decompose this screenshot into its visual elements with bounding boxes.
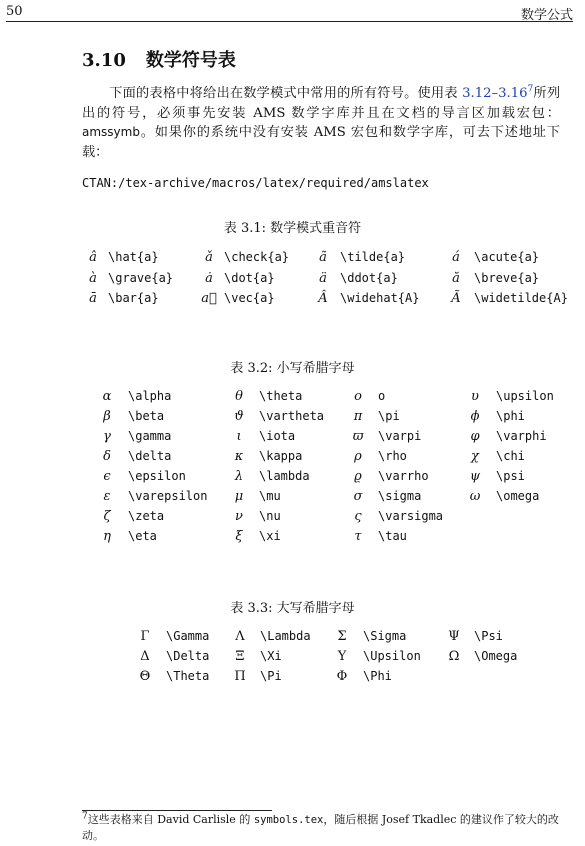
latex-command: \kappa xyxy=(259,449,303,463)
latex-command: o xyxy=(378,389,386,403)
latex-command: \acute{a} xyxy=(474,250,540,264)
latex-command: \Lambda xyxy=(260,629,311,643)
latex-command: \varrho xyxy=(378,469,429,483)
math-mode-term: 数学模式 xyxy=(243,86,297,101)
symbol-glyph: β xyxy=(103,409,111,424)
symbol-glyph: ν xyxy=(235,509,243,524)
symbol-glyph: ă xyxy=(452,270,460,286)
footnote-mark: 7 xyxy=(82,811,88,822)
section-heading xyxy=(82,46,236,72)
symbol-glyph: ϱ xyxy=(354,469,362,484)
symbol-glyph: α xyxy=(102,389,112,404)
table-row xyxy=(0,271,585,291)
table-caption: 表 3.1: 数学模式重音符 xyxy=(223,221,362,236)
latex-command: \vec{a} xyxy=(224,291,275,305)
symbol-glyph: ä xyxy=(319,270,327,286)
latex-command: \eta xyxy=(128,529,157,543)
latex-command: \Delta xyxy=(166,649,210,663)
table-row xyxy=(0,291,585,311)
latex-command: \tau xyxy=(378,529,407,543)
latex-command: \beta xyxy=(128,409,165,423)
table-row xyxy=(0,669,585,689)
latex-command: \Theta xyxy=(166,669,210,683)
latex-command: \pi xyxy=(378,409,400,423)
latex-command: \dot{a} xyxy=(224,270,275,285)
para-text-1: 下面的表格中将给出在 xyxy=(109,86,244,101)
symbol-glyph: Φ xyxy=(336,669,348,684)
table-row xyxy=(0,429,585,449)
table-caption: 表 3.3: 大写希腊字母 xyxy=(230,601,355,616)
symbol-glyph: ω xyxy=(469,489,481,504)
symbol-glyph: φ xyxy=(470,429,480,444)
latex-command: \widehat{A} xyxy=(340,291,420,305)
header-rule xyxy=(6,21,573,22)
symbol-glyph: ς xyxy=(354,509,362,524)
symbol-glyph: Λ xyxy=(235,629,245,644)
latex-command: \delta xyxy=(128,449,172,463)
para-text-3: 所列出的符号，必须事先安装 AMS 数学字库并且在文档的导言区加载宏包： xyxy=(82,86,561,121)
symbol-glyph: Δ xyxy=(140,649,150,664)
symbol-glyph: ϵ xyxy=(103,469,111,484)
symbol-glyph: o xyxy=(354,389,362,404)
para-text-2: 中常用的所有符号。使用表 xyxy=(296,86,463,101)
symbol-glyph: ā xyxy=(89,291,97,306)
chapter-title: 数学公式 xyxy=(520,8,573,23)
latex-command: \theta xyxy=(259,389,303,403)
table-row xyxy=(0,489,585,509)
latex-command: \alpha xyxy=(128,389,172,403)
symbol-glyph: ϖ xyxy=(352,429,364,444)
latex-command: \Upsilon xyxy=(363,649,421,663)
symbol-glyph: Ω xyxy=(448,649,460,664)
latex-command: \ddot{a} xyxy=(340,270,398,285)
latex-command: \chi xyxy=(496,449,525,463)
symbol-glyph: γ xyxy=(103,429,111,444)
latex-command: \check{a} xyxy=(224,250,290,264)
symbol-glyph: Σ xyxy=(337,629,347,644)
latex-command: \tilde{a} xyxy=(340,250,406,264)
symbol-glyph: κ xyxy=(234,449,244,464)
page-number: 50 xyxy=(6,4,23,19)
symbol-glyph: σ xyxy=(353,489,363,504)
latex-command: \varepsilon xyxy=(128,489,208,503)
latex-command: \varpi xyxy=(378,429,422,443)
symbol-glyph: λ xyxy=(234,469,244,484)
latex-command: \sigma xyxy=(378,489,422,503)
package-name: amssymb xyxy=(82,125,140,139)
symbol-glyph: a⃗ xyxy=(201,291,217,306)
latex-command: \phi xyxy=(496,409,525,423)
footnote-mark-link[interactable]: 7 xyxy=(527,84,534,95)
table-row xyxy=(0,529,585,549)
section-number: 3.10 xyxy=(82,50,126,71)
symbol-glyph: δ xyxy=(103,449,111,464)
latex-command: \zeta xyxy=(128,509,165,523)
footnote-text-1: 这些表格来自 David Carlisle 的 xyxy=(87,813,254,826)
latex-command: \Xi xyxy=(260,649,282,663)
latex-command: \Gamma xyxy=(166,629,210,643)
latex-command: \Pi xyxy=(260,669,282,683)
table-caption: 表 3.2: 小写希腊字母 xyxy=(230,361,355,376)
latex-command: \lambda xyxy=(259,469,310,483)
symbol-glyph: Υ xyxy=(337,649,347,664)
latex-command: \Omega xyxy=(474,649,518,663)
latex-command: \hat{a} xyxy=(108,250,159,264)
latex-command: \bar{a} xyxy=(108,291,159,305)
latex-command: \breve{a} xyxy=(474,270,540,285)
table-row xyxy=(0,469,585,489)
symbol-glyph: à xyxy=(89,270,97,286)
latex-command: \rho xyxy=(378,449,407,463)
symbol-glyph: ξ xyxy=(235,529,243,544)
table-row xyxy=(0,649,585,669)
symbol-glyph: ε xyxy=(103,489,111,504)
latex-command: \xi xyxy=(259,529,281,543)
table-row xyxy=(0,250,585,270)
symbol-glyph: ψ xyxy=(469,469,481,484)
symbol-glyph: Π xyxy=(234,669,246,684)
symbol-glyph: Ψ xyxy=(448,629,460,644)
symbol-glyph: Â xyxy=(318,291,328,306)
symbol-glyph: Θ xyxy=(139,669,151,684)
latex-command: \varphi xyxy=(496,429,547,443)
footnote xyxy=(82,812,560,844)
running-header xyxy=(6,4,573,23)
table-row xyxy=(0,629,585,649)
section-title: 数学符号表 xyxy=(145,50,236,71)
latex-command: \omega xyxy=(496,489,540,503)
symbol-glyph: υ xyxy=(471,389,479,404)
footnote-rule xyxy=(82,810,272,811)
latex-command: \nu xyxy=(259,509,281,523)
symbol-glyph: ϕ xyxy=(470,409,480,424)
table-row xyxy=(0,409,585,429)
symbol-glyph: á xyxy=(452,250,460,265)
symbol-glyph: μ xyxy=(234,489,244,504)
symbol-glyph: τ xyxy=(354,529,362,544)
symbol-glyph: â xyxy=(89,250,97,265)
intro-paragraph xyxy=(82,84,560,162)
symbol-glyph: ϑ xyxy=(234,409,244,424)
latex-command: \widetilde{A} xyxy=(474,291,568,305)
latex-command: \upsilon xyxy=(496,389,554,403)
symbol-glyph: χ xyxy=(471,449,479,464)
para-text-4: 。如果你的系统中没有安装 AMS 宏包和数学字库，可去下述地址下载： xyxy=(82,125,560,160)
latex-command: \varsigma xyxy=(378,509,444,523)
table-row xyxy=(0,509,585,529)
table-row xyxy=(0,389,585,409)
footnote-text-2: ，随后根据 Josef Tkadlec 的建议作了较大的改动。 xyxy=(82,813,559,842)
symbol-glyph: Γ xyxy=(140,629,150,644)
footnote-filename: symbols.tex xyxy=(253,814,324,826)
symbol-glyph: θ xyxy=(235,389,243,404)
symbol-glyph: ζ xyxy=(103,509,111,524)
symbol-glyph: Ã xyxy=(451,291,461,306)
symbol-glyph: ι xyxy=(236,429,242,444)
symbol-glyph: Ξ xyxy=(235,649,245,664)
latex-command: \grave{a} xyxy=(108,270,174,285)
symbol-glyph: ã xyxy=(319,250,327,265)
symbol-glyph: ρ xyxy=(354,449,362,464)
latex-command: \gamma xyxy=(128,429,172,443)
table-row xyxy=(0,449,585,469)
ctan-url: CTAN:/tex-archive/macros/latex/required/amslatex xyxy=(82,176,429,190)
latex-command: \iota xyxy=(259,429,296,443)
symbol-glyph: ȧ xyxy=(205,270,213,286)
symbol-glyph: ǎ xyxy=(205,250,213,265)
latex-command: \Sigma xyxy=(363,629,407,643)
latex-command: \mu xyxy=(259,489,281,503)
latex-command: \vartheta xyxy=(259,409,325,423)
latex-command: \Phi xyxy=(363,669,392,683)
symbol-glyph: η xyxy=(103,529,111,544)
latex-command: \Psi xyxy=(474,629,503,643)
symbol-glyph: π xyxy=(353,409,363,424)
table-ref-link[interactable]: 3.12–3.16 xyxy=(462,86,528,101)
latex-command: \epsilon xyxy=(128,469,186,483)
latex-command: \psi xyxy=(496,469,525,483)
